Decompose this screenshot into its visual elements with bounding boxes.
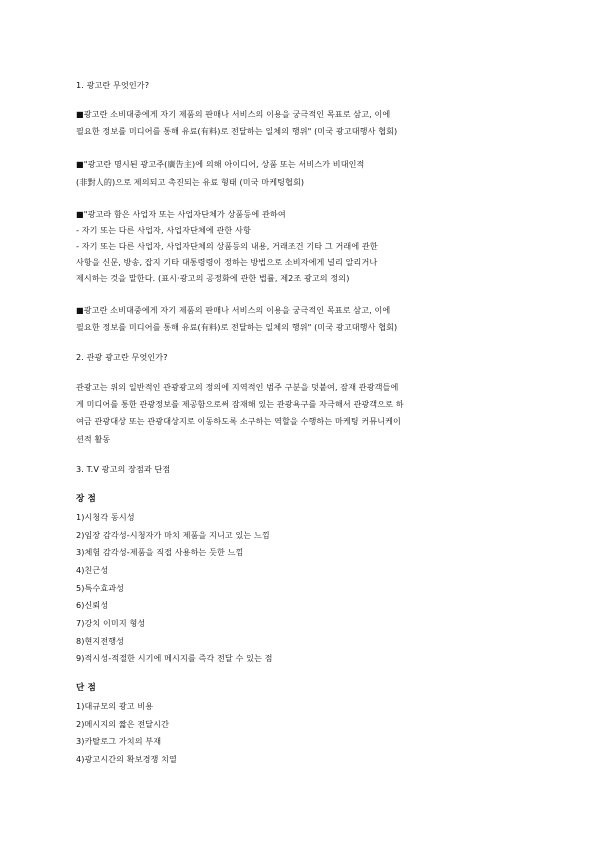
pros-title: 장 점 [76,494,96,504]
definition-3-line-4: 사항을 신문, 방송, 잡지 기타 대통령령이 정하는 방법으로 소비자에게 널리 알리거나 [76,257,378,267]
definition-2-line-1: ■"광고란 명시된 광고주(廣告主)에 의해 아이디어, 상품 또는 서비스가 비대인적 [76,159,365,169]
pros-item: 7)강치 이미지 형성 [76,618,146,628]
definition-4-line-1: ■광고란 소비대중에게 자기 제품의 판매나 서비스의 이용을 궁극적인 목표로 삼고, 이에 [76,305,391,315]
definition-2-line-2: (非對人的)으로 제의되고 촉진되는 유료 형태 (미국 마케팅협회) [76,177,305,187]
definition-3-line-3: - 자기 또는 다른 사업자, 사업자단체의 상품등의 내용, 거래조건 기타 그 거래에 관한 [76,241,378,251]
pros-item: 3)체험 감각성-제품을 직접 사용하는 듯한 느낌 [76,547,244,557]
tourism-paragraph-line-4: 션적 활동 [76,434,111,444]
pros-item: 1)시청각 동시성 [76,512,135,522]
tourism-paragraph-line-3: 여금 관광대상 또는 관광대상지로 이동하도록 소구하는 역할을 수행하는 마케팅 커뮤니케이 [76,416,401,426]
cons-item: 2)메시지의 짧은 전달시간 [76,719,170,729]
pros-item: 2)임장 감각성-시청자가 마치 제품을 지니고 있는 느낌 [76,530,270,540]
definition-3-line-1: ■"광고라 함은 사업자 또는 사업자단체가 상품등에 관하여 [76,209,286,219]
definition-3-line-5: 제시하는 것을 말한다. (표시·광고의 공정화에 관한 법률, 제2조 광고의 정의) [76,273,350,283]
pros-item: 8)현지전행성 [76,636,125,646]
cons-title: 단 점 [76,683,96,693]
definition-4-line-2: 필요한 정보를 미디어를 통해 유료(有料)로 전달하는 일체의 행위" (미국 광고대행사 협회) [76,322,398,332]
definition-1-line-2: 필요한 정보를 미디어를 통해 유료(有料)로 전달하는 일체의 행위" (미국 광고대행사 협회) [76,126,398,136]
heading-what-is-advertising: 1. 광고란 무엇인가? [76,80,150,90]
tourism-paragraph-line-2: 게 미디어를 통한 관광정보를 제공함으로써 잠재해 있는 관광욕구를 자극해서 관광객으로 하 [76,399,404,409]
pros-item: 9)적시성-적절한 시기에 메시지를 즉각 전달 수 있는 점 [76,653,273,663]
cons-item: 3)카탈로그 가치의 부재 [76,736,162,746]
cons-item: 1)대규모의 광고 비용 [76,701,154,711]
heading-tv-advertising: 3. T.V 광고의 장점과 단점 [76,464,171,474]
definition-1-line-1: ■광고란 소비대중에게 자기 제품의 판매나 서비스의 이용을 궁극적인 목표로 삼고, 이에 [76,109,391,119]
definition-3-line-2: - 자기 또는 다른 사업자, 사업자단체에 관한 사항 [76,225,251,235]
tourism-paragraph-line-1: 관광고는 위의 일반적인 관광광고의 정의에 지역적인 범주 구분을 덧붙여, 잠재 관광객들에 [76,382,399,392]
pros-item: 4)친근성 [76,565,109,575]
heading-tourism-advertising: 2. 관광 광고란 무엇인가? [76,352,168,362]
pros-item: 5)특수효과성 [76,583,125,593]
cons-item: 4)광고시간의 확보경쟁 치열 [76,754,177,764]
pros-item: 6)신뢰성 [76,600,109,610]
